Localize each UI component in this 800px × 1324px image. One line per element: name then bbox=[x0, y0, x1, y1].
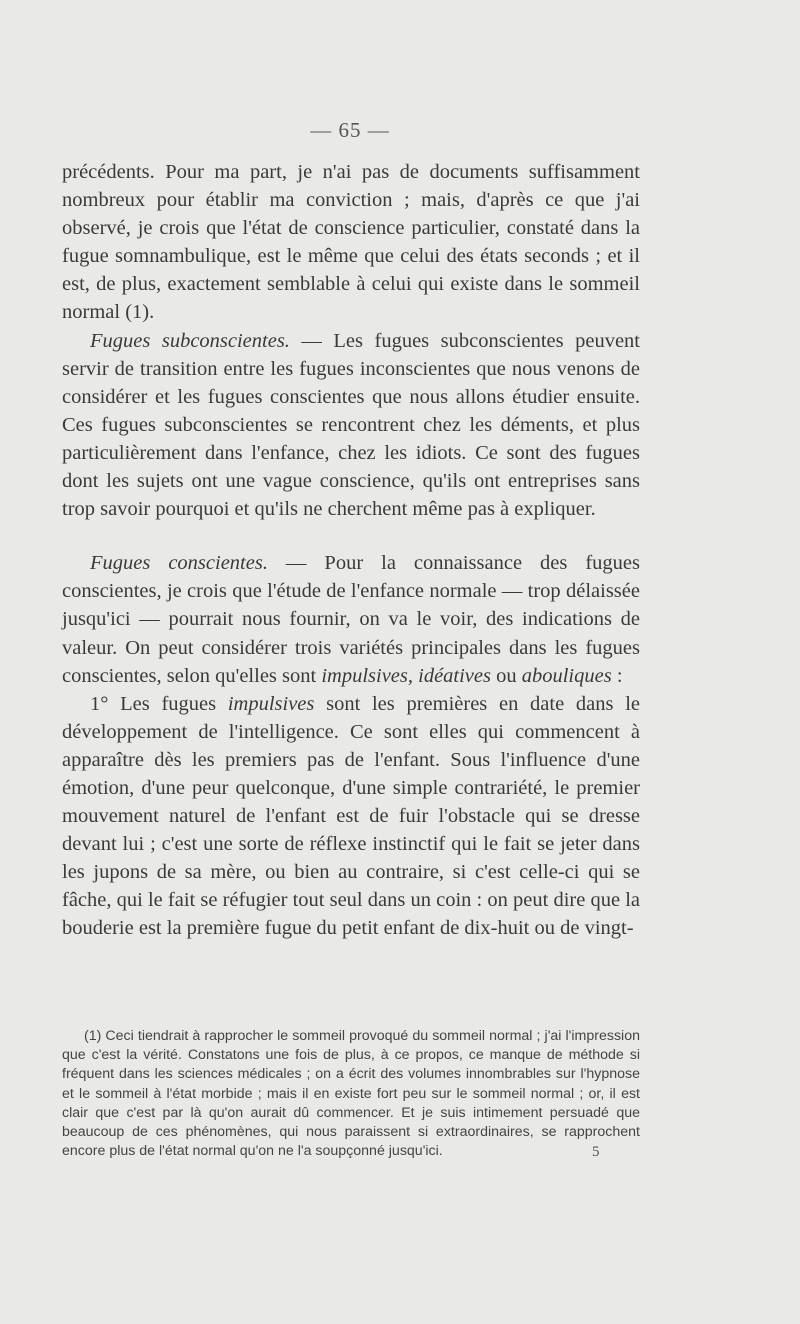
paragraph-1: précédents. Pour ma part, je n'ai pas de documents suffisamment nombreux pour établir ma conviction ; mais, d'après ce que j'ai observé, je crois que l'état de conscience particulier, constaté dans la fugue somnambulique, est le même que celui des états seconds ; et il est, de plus, exactement semblable à celui qui existe dans le sommeil normal (1). bbox=[62, 161, 640, 324]
page-number: — 65 — bbox=[310, 118, 390, 142]
section-heading-subconscious: Fugues subconscientes. bbox=[90, 329, 290, 352]
paragraph-subconscious-fugues bbox=[62, 327, 640, 524]
term-impulsive-ideative: impulsives, idéatives bbox=[321, 664, 491, 687]
term-abulic: abouliques bbox=[521, 664, 612, 687]
footnote-1: (1) Ceci tiendrait à rapprocher le sommeil provoqué du sommeil normal ; j'ai l'impression que c'est la vérité. Constatons une fois de plus, à ce propos, ce manque de méthode si fréquent dans les sciences médicales ; on a écrit des volumes innombrables sur l'hypnose et le sommeil à l'état morbide ; mais il en existe fort peu sur le sommeil normal ; or, il est clair que c'est par là qu'on aurait dû commencer. Et je suis intimement persuadé que beaucoup de ces phénomènes, qui nous paraissent si extraordinaires, se rapprochent encore plus de l'état normal qu'on ne l'a soupçonné jusqu'ici. bbox=[62, 1028, 640, 1160]
body-text bbox=[62, 158, 640, 943]
paragraph-text: : bbox=[611, 664, 623, 687]
paragraph-text: — Pour la connaissance des fugues conscientes, je crois que l'étude de l'enfance normale — trop délaissée jusqu'ici — pourrait nous fournir, on va le voir, des indications de valeur. On peut considérer trois variétés principales dans les fugues conscientes, selon qu'elles sont bbox=[62, 552, 640, 687]
footnotes bbox=[62, 1027, 640, 1161]
paragraph-conscious-fugues bbox=[62, 549, 640, 689]
section-heading-conscious: Fugues conscientes. bbox=[90, 552, 268, 575]
signature-mark: 5 bbox=[592, 1144, 600, 1160]
paragraph-text: — Les fugues subconscientes peuvent servir de transition entre les fugues inconscientes que nous venons de considérer et les fugues conscientes que nous allons étudier ensuite. Ces fugues subconscientes se rencontrent chez les déments, et plus particulièrement dans l'enfance, chez les idiots. Ce sont des fugues dont les sujets ont une vague conscience, qu'ils ont entreprises sans trop savoir pourquoi et qu'ils ne cherchent même pas à expliquer. bbox=[62, 329, 640, 521]
term-impulsive: impulsives bbox=[227, 692, 315, 715]
paragraph-text: ou bbox=[490, 664, 522, 687]
paragraph-impulsive-fugues bbox=[62, 690, 640, 943]
paragraph-text: 1° Les fugues bbox=[90, 692, 228, 715]
paragraph-text: sont les premières en date dans le développement de l'intelligence. Ce sont elles qui commencent à apparaître dès les premiers pas de l'enfant. Sous l'influence d'une émotion, d'une peur quelconque, d'une simple contrariété, le premier mouvement naturel de l'enfant est de fuir l'obstacle qui se dresse devant lui ; c'est une sorte de réflexe instinctif qui le fait se jeter dans les jupons de sa mère, ou bien au contraire, si c'est celle-ci qui se fâche, qui le fait se réfugier tout seul dans un coin : on peut dire que la bouderie est la première fugue du petit enfant de dix-huit ou de vingt- bbox=[62, 692, 640, 940]
